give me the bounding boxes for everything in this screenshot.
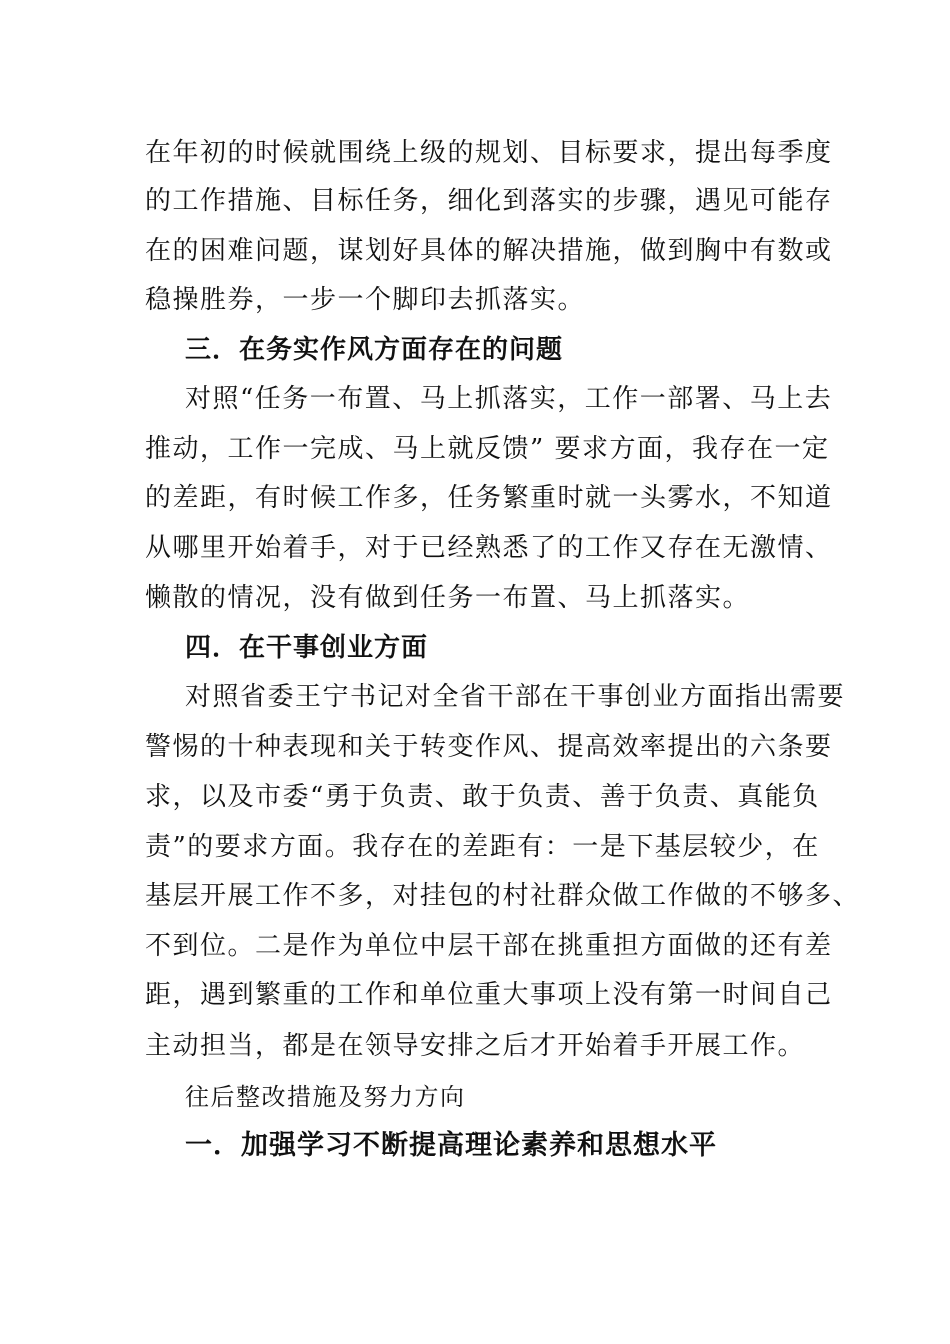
- paragraph-line: 在年初的时候就围绕上级的规划、目标要求，提出每季度: [145, 138, 833, 168]
- paragraph-line: 从哪里开始着手，对于已经熟悉了的工作又存在无激情、: [145, 533, 833, 563]
- rectification-title: 往后整改措施及努力方向: [185, 1083, 466, 1111]
- paragraph-line: 对照省委王宁书记对全省干部在干事创业方面指出需要: [185, 682, 846, 712]
- paragraph-line: 对照“任务一布置、马上抓落实，工作一部署、马上去: [185, 384, 833, 414]
- section-heading-4: 四．在干事创业方面: [185, 633, 429, 663]
- paragraph-line: 推动，工作一完成、马上就反馈” 要求方面，我存在一定: [145, 434, 830, 464]
- paragraph-line: 警惕的十种表现和关于转变作风、提高效率提出的六条要: [145, 732, 833, 762]
- paragraph-line: 不到位。二是作为单位中层干部在挑重担方面做的还有差: [145, 931, 833, 961]
- paragraph-line: 责”的要求方面。我存在的差距有：一是下基层较少，在: [145, 832, 820, 862]
- paragraph-line: 在的困难问题，谋划好具体的解决措施，做到胸中有数或: [145, 236, 833, 266]
- paragraph-line: 基层开展工作不多，对挂包的村社群众做工作做的不够多、: [145, 881, 861, 911]
- paragraph-line: 求，以及市委“勇于负责、敢于负责、善于负责、真能负: [145, 782, 820, 812]
- paragraph-line: 距，遇到繁重的工作和单位重大事项上没有第一时间自己: [145, 980, 833, 1010]
- rectification-heading-1: 一．加强学习不断提高理论素养和思想水平: [185, 1130, 717, 1161]
- paragraph-line: 的工作措施、目标任务，细化到落实的步骤，遇见可能存: [145, 186, 833, 216]
- paragraph-line: 的差距，有时候工作多，任务繁重时就一头雾水，不知道: [145, 483, 833, 513]
- paragraph-line: 懒散的情况，没有做到任务一布置、马上抓落实。: [145, 583, 751, 613]
- section-heading-3: 三．在务实作风方面存在的问题: [185, 335, 564, 365]
- paragraph-line: 稳操胜券，一步一个脚印去抓落实。: [145, 285, 586, 315]
- paragraph-line: 主动担当，都是在领导安排之后才开始着手开展工作。: [145, 1031, 806, 1061]
